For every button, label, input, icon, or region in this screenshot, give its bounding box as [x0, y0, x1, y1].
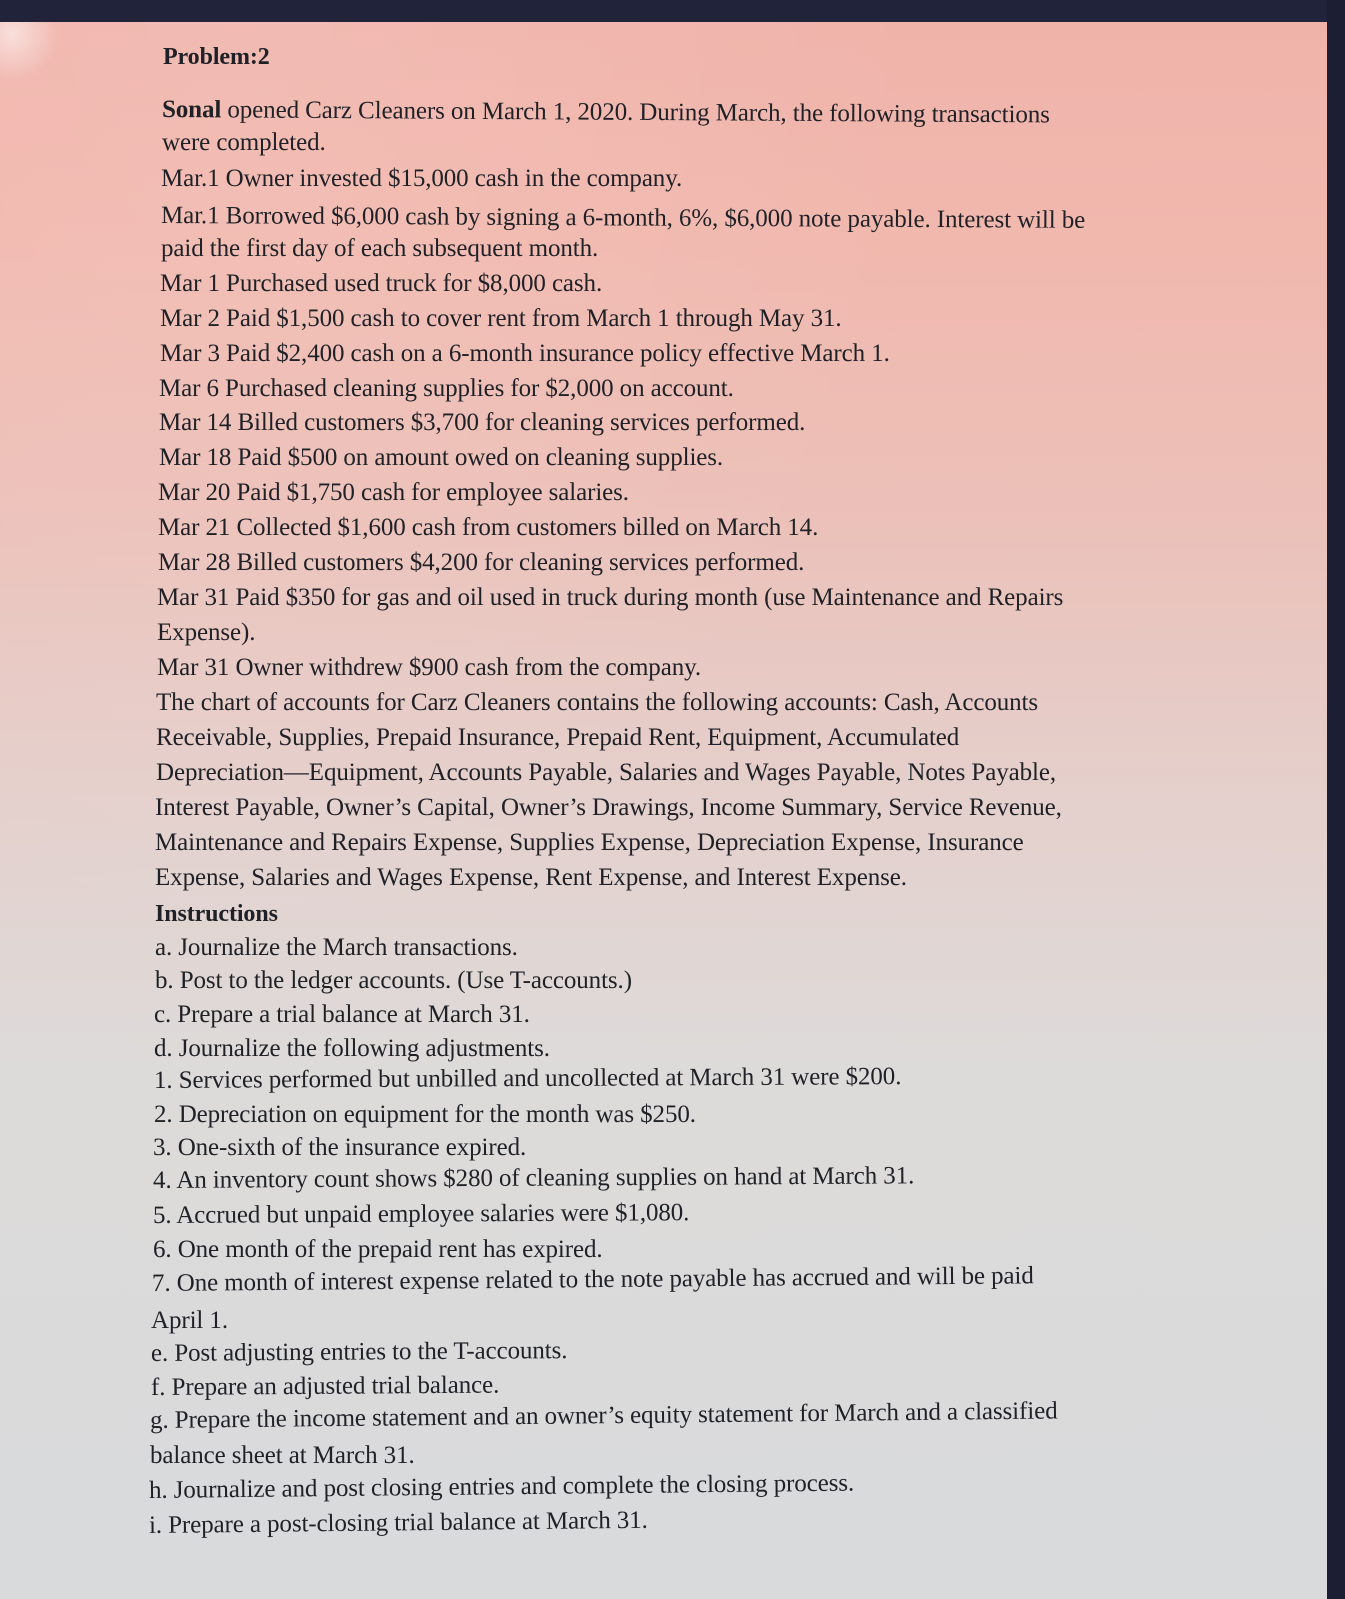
transaction-9: Mar 20 Paid $1,750 cash for employee salaries. — [158, 479, 629, 506]
adjustment-6: 6. One month of the prepaid rent has expired. — [153, 1236, 603, 1263]
chart-of-accounts-line-1: The chart of accounts for Carz Cleaners contains the following accounts: Cash, Accounts — [156, 689, 1038, 716]
transaction-8: Mar 18 Paid $500 on amount owed on cleaning supplies. — [159, 444, 724, 471]
problem-document — [0, 22, 1327, 1599]
transaction-12-line-2: Expense). — [157, 619, 256, 646]
monitor-bezel — [1327, 0, 1345, 1599]
transaction-7: Mar 14 Billed customers $3,700 for cleaning services performed. — [159, 409, 806, 436]
adjustment-5: 5. Accrued but unpaid employee salaries were $1,080. — [152, 1199, 690, 1229]
chart-of-accounts-line-6: Expense, Salaries and Wages Expense, Rent Expense, and Interest Expense. — [155, 864, 907, 891]
transaction-3: Mar 1 Purchased used truck for $8,000 cash. — [160, 270, 603, 297]
instruction-g-line-1: g. Prepare the income statement and an owner’s equity statement for March and a classified — [149, 1397, 1058, 1434]
chart-of-accounts-line-4: Interest Payable, Owner’s Capital, Owner’s Drawings, Income Summary, Service Revenue, — [155, 794, 1062, 821]
transaction-2-line-1: Mar.1 Borrowed $6,000 cash by signing a 6-month, 6%, $6,000 note payable. Interest will be — [160, 202, 1086, 234]
owner-name: Sonal — [161, 96, 222, 124]
instruction-b: b. Post to the ledger accounts. (Use T-accounts.) — [155, 967, 632, 994]
instruction-a: a. Journalize the March transactions. — [155, 934, 518, 961]
transaction-13: Mar 31 Owner withdrew $900 cash from the company. — [157, 654, 702, 681]
transaction-12-line-1: Mar 31 Paid $350 for gas and oil used in truck during month (use Maintenance and Repairs — [157, 584, 1064, 611]
chart-of-accounts-line-2: Receivable, Supplies, Prepaid Insurance, Prepaid Rent, Equipment, Accumulated — [156, 724, 960, 751]
transaction-11: Mar 28 Billed customers $4,200 for cleaning services performed. — [158, 549, 805, 576]
instruction-i: i. Prepare a post-closing trial balance at March 31. — [148, 1506, 648, 1539]
instruction-f: f. Prepare an adjusted trial balance. — [150, 1371, 500, 1401]
chart-of-accounts-line-3: Depreciation—Equipment, Accounts Payable, Salaries and Wages Payable, Notes Payable, — [156, 759, 1056, 786]
instructions-heading: Instructions — [155, 901, 278, 927]
instruction-g-line-2: balance sheet at March 31. — [150, 1442, 415, 1469]
instruction-d: d. Journalize the following adjustments. — [154, 1035, 550, 1062]
instruction-h: h. Journalize and post closing entries and complete the closing process. — [148, 1469, 855, 1504]
adjustment-3: 3. One-sixth of the insurance expired. — [153, 1134, 527, 1161]
adjustment-7-line-1: 7. One month of interest expense related to the note payable has accrued and will be paid — [151, 1262, 1034, 1297]
instruction-e: e. Post adjusting entries to the T-accounts. — [150, 1337, 568, 1367]
problem-title: Problem:2 — [163, 44, 270, 70]
instruction-c: c. Prepare a trial balance at March 31. — [154, 1001, 530, 1028]
transaction-10: Mar 21 Collected $1,600 cash from customers billed on March 14. — [158, 514, 819, 541]
adjustment-7-line-2: April 1. — [151, 1307, 228, 1334]
transaction-2-line-2: paid the first day of each subsequent month. — [161, 235, 599, 262]
adjustment-4: 4. An inventory count shows $280 of cleaning supplies on hand at March 31. — [152, 1162, 915, 1194]
intro-line-2: were completed. — [162, 129, 326, 156]
monitor-screen — [0, 22, 1327, 1599]
adjustment-1: 1. Services performed but unbilled and uncollected at March 31 were $200. — [153, 1063, 902, 1094]
adjustment-2: 2. Depreciation on equipment for the month was $250. — [154, 1101, 696, 1128]
intro-line-1 — [162, 96, 1050, 129]
transaction-4: Mar 2 Paid $1,500 cash to cover rent from March 1 through May 31. — [160, 305, 842, 332]
chart-of-accounts-line-5: Maintenance and Repairs Expense, Supplies Expense, Depreciation Expense, Insurance — [155, 829, 1024, 856]
intro-line-1-text: opened Carz Cleaners on March 1, 2020. During March, the following transactions — [221, 96, 1050, 129]
transaction-1: Mar.1 Owner invested $15,000 cash in the company. — [161, 165, 683, 192]
transaction-6: Mar 6 Purchased cleaning supplies for $2,000 on account. — [159, 375, 734, 402]
transaction-5: Mar 3 Paid $2,400 cash on a 6-month insurance policy effective March 1. — [160, 340, 890, 367]
